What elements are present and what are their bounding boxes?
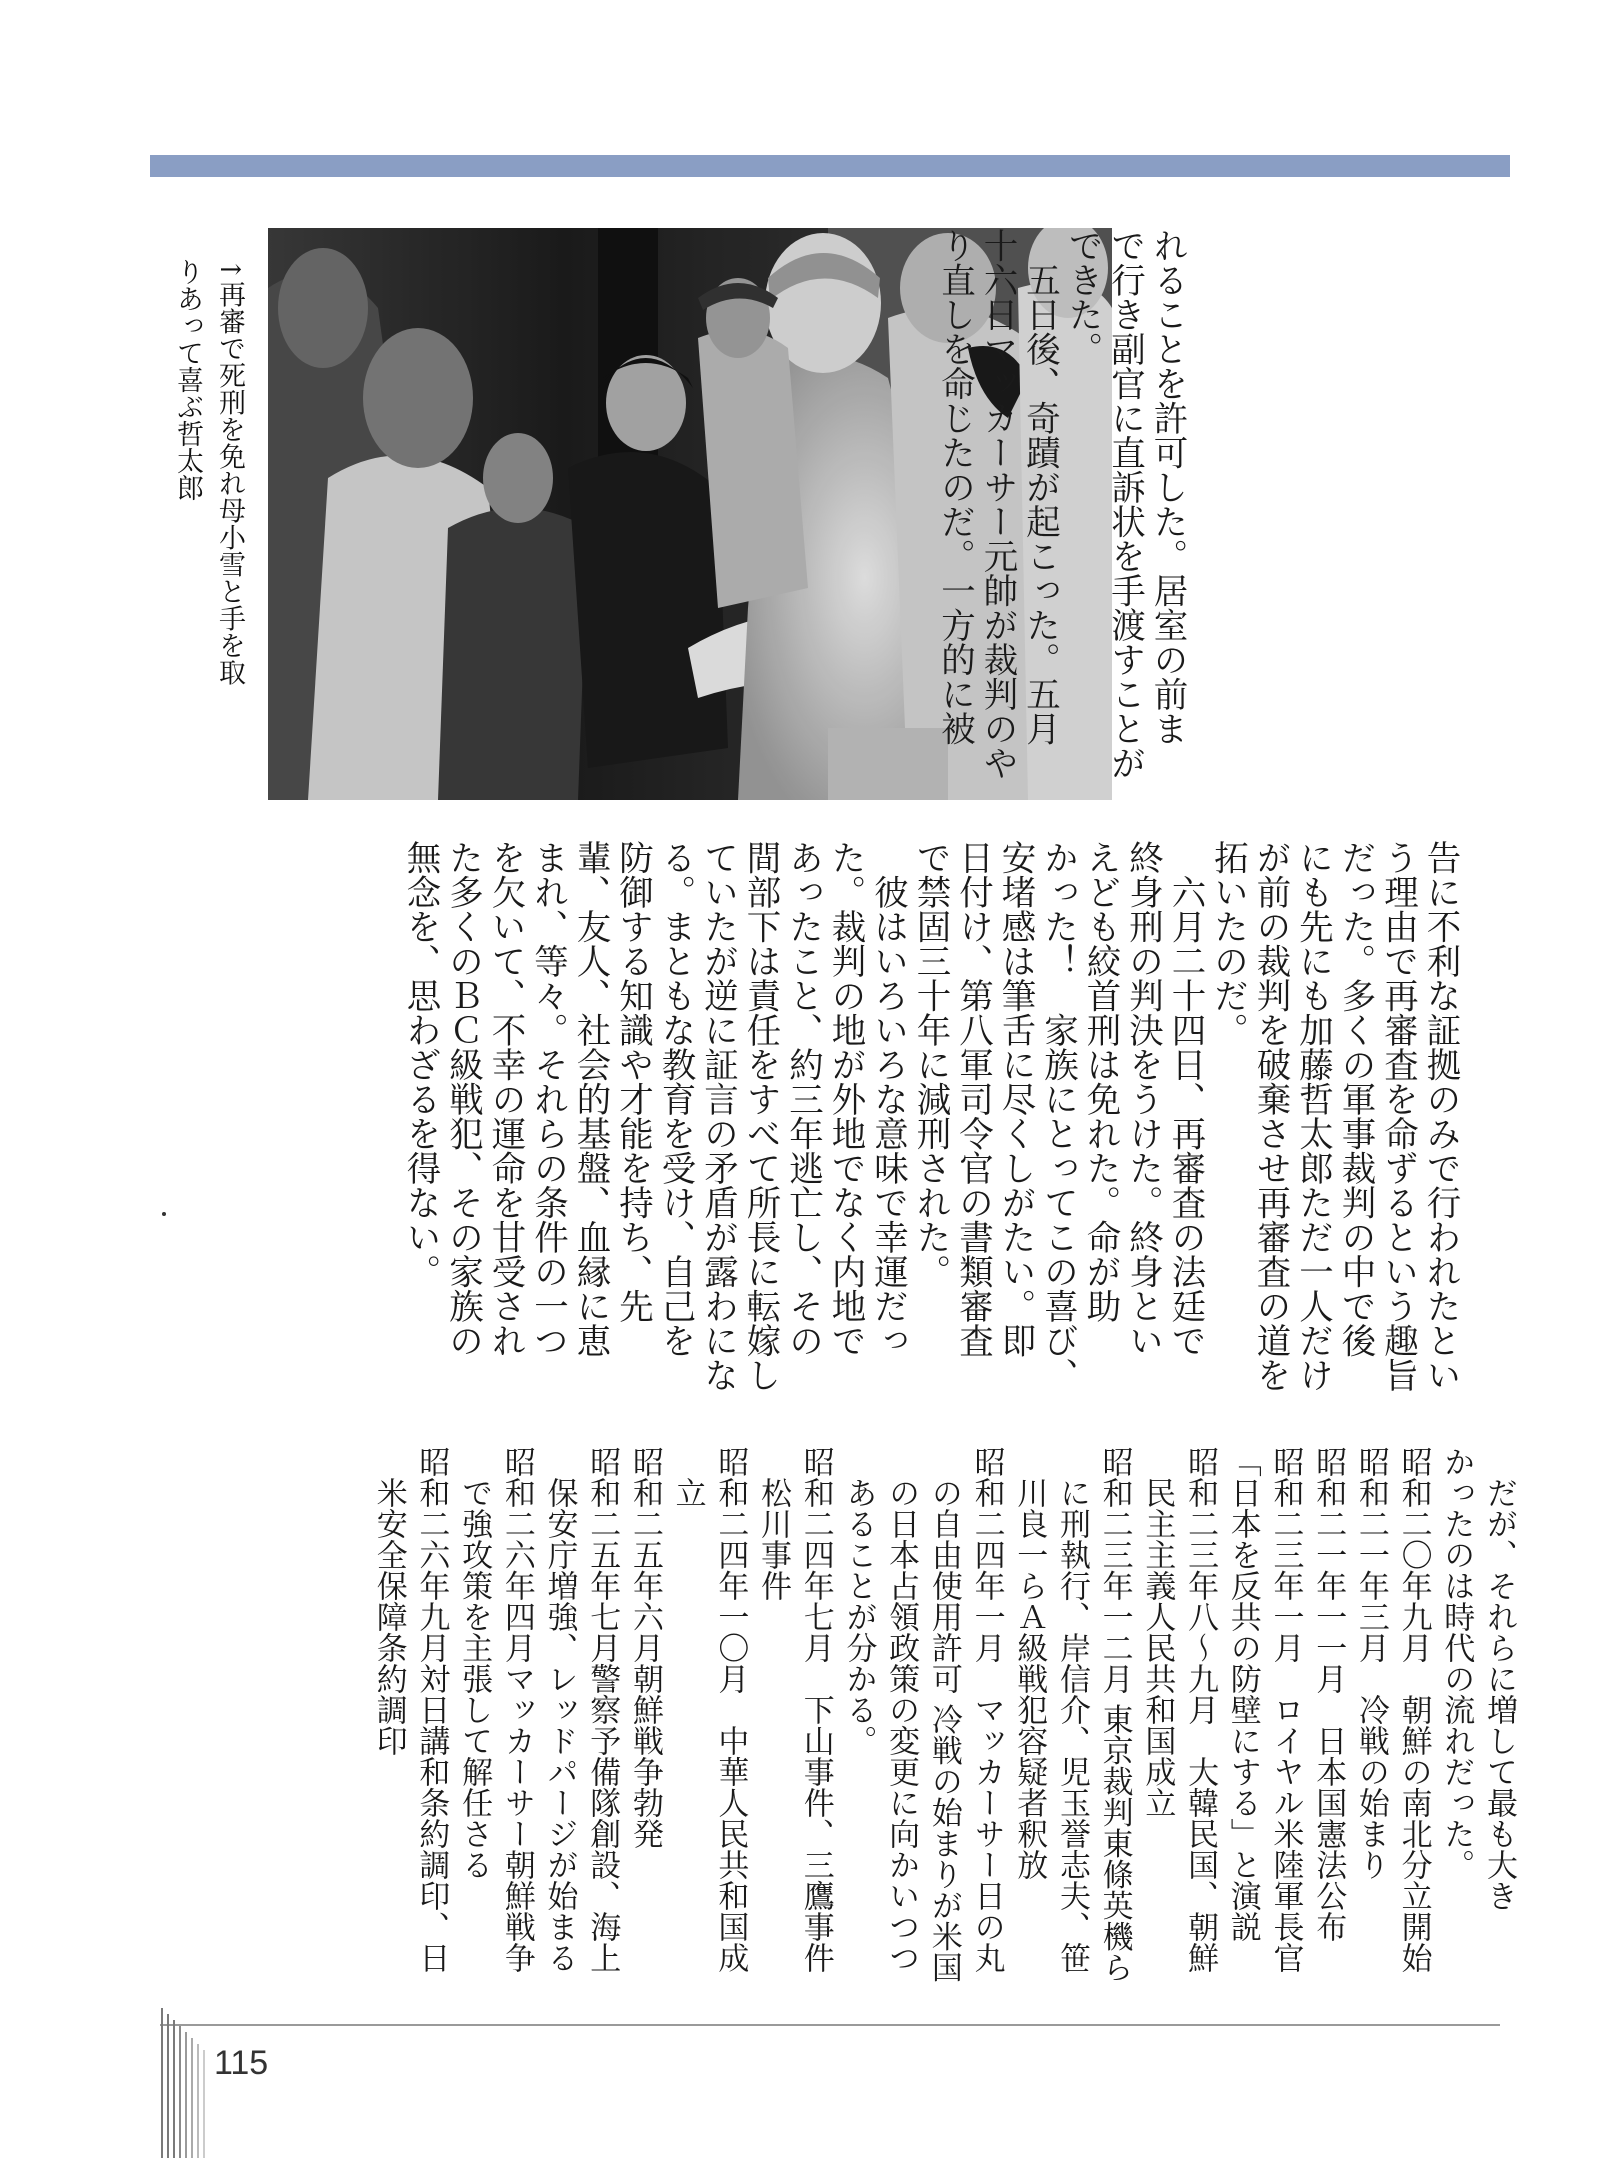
upper-text-line: 五日後、奇蹟が起こった。五月 — [1019, 228, 1060, 746]
lower-text-line: 昭和二五年六月朝鮮戦争勃発 — [626, 1446, 663, 1849]
middle-text-line: 無念を、思わざるを得ない。 — [400, 840, 440, 1289]
caption-line: りあって喜ぶ哲太郎 — [172, 258, 203, 501]
middle-text-line: にも先にも加藤哲太郎ただ一人だけ — [1292, 840, 1333, 1392]
middle-text-line: えども絞首刑は免れた。命が助 — [1080, 840, 1120, 1323]
lower-text-line: で強攻策を主張して解任さる — [456, 1446, 493, 1880]
lower-text-line: 昭和二六年九月対日講和条約調印、日 — [413, 1446, 450, 1973]
lower-text-block — [367, 1446, 1520, 2006]
lower-text-line: 川良一らＡ級戦犯容疑者釈放 — [1011, 1446, 1048, 1880]
lower-text-line: 昭和二四年一〇月 中華人民共和国成 — [712, 1446, 749, 1973]
lower-text-line: 昭和二一年一一月 日本国憲法公布 — [1310, 1446, 1347, 1942]
middle-text-line: 日付け、第八軍司令官の書類審査 — [952, 840, 993, 1358]
lower-text-line: 昭和二三年一月 ロイヤル米陸軍長官 — [1267, 1446, 1304, 1973]
middle-text-line: あったこと、約三年逃亡し、その — [782, 840, 823, 1358]
photo-caption — [166, 258, 250, 686]
header-bar — [150, 155, 1510, 177]
lower-text-line: の日本占領政策の変更に向かいつつ — [883, 1446, 920, 1973]
lower-text-line: 松川事件 — [755, 1446, 792, 1601]
lower-text-line: 米安全保障条約調印 — [370, 1446, 407, 1756]
middle-text-line: まれ、等々。それらの条件の一つ — [527, 840, 568, 1358]
middle-text-line: 安堵感は筆舌に尽くしがたい。即 — [995, 840, 1035, 1358]
lower-text-line: 昭和二六年四月マッカーサー朝鮮戦争 — [498, 1446, 535, 1973]
upper-text-line: 十六日マッカーサー元帥が裁判のや — [977, 228, 1017, 780]
middle-text-line: 防御する知識や才能を持ち、先 — [612, 840, 653, 1323]
lower-text-line: だが、それらに増して最も大き — [1481, 1446, 1517, 1911]
lower-text-line: 昭和二一年三月 冷戦の始まり — [1352, 1446, 1389, 1880]
page-number: 115 — [214, 2044, 269, 2082]
middle-text-line: 間部下は責任をすべて所長に転嫁し — [740, 840, 780, 1392]
middle-text-block — [399, 840, 1462, 1420]
lower-text-line: 昭和二三年一二月 東京裁判東條英機ら — [1096, 1446, 1133, 1983]
middle-text-line: 六月二十四日、再審査の法廷で — [1165, 840, 1205, 1358]
middle-text-line: だった。多くの軍事裁判の中で後 — [1335, 840, 1375, 1358]
middle-text-line: 輩、友人、社会的基盤、血縁に恵 — [570, 840, 610, 1358]
stray-dot — [162, 1212, 166, 1216]
caption-line: ↑再審で死刑を免れ母小雪と手を取 — [214, 258, 245, 686]
lower-text-line: かったのは時代の流れだった。 — [1438, 1446, 1475, 1880]
upper-text-line: れることを許可した。居室の前ま — [1147, 228, 1187, 746]
lower-text-line: 昭和二三年八～九月 大韓民国、朝鮮 — [1182, 1446, 1219, 1973]
middle-text-line: 拓いたのだ。 — [1207, 840, 1248, 1047]
lower-text-line: 昭和二〇年九月 朝鮮の南北分立開始 — [1395, 1446, 1432, 1973]
upper-text-line: できた。 — [1062, 228, 1102, 366]
middle-text-line: る。まともな教育を受け、自己を — [655, 840, 695, 1358]
upper-text-line: で行き副官に直訴状を手渡すことが — [1104, 228, 1145, 780]
lower-text-line: 昭和二四年一月 マッカーサー日の丸 — [968, 1446, 1005, 1973]
lower-text-line: 昭和二四年七月 下山事件、三鷹事件 — [797, 1446, 834, 1973]
middle-text-line: た多くのＢＣ級戦犯、その家族の — [442, 840, 483, 1358]
lower-text-line: 保安庁増強、レッドパージが始まる — [541, 1446, 578, 1973]
upper-text-line: り直しを命じたのだ。一方的に被 — [934, 228, 975, 746]
middle-text-line: う理由で再審査を命ずるという趣旨 — [1377, 840, 1418, 1392]
middle-text-line: 彼はいろいろな意味で幸運だっ — [867, 840, 908, 1358]
middle-text-line: 告に不利な証拠のみで行われたとい — [1420, 840, 1460, 1392]
lower-text-line: 民主主義人民共和国成立 — [1139, 1446, 1176, 1818]
upper-text-block — [933, 228, 1188, 808]
footer-rule — [160, 2024, 1500, 2026]
middle-text-line: ていたが逆に証言の矛盾が露わにな — [697, 840, 738, 1392]
lower-text-line: に刑執行、岸信介、児玉誉志夫、笹 — [1053, 1446, 1090, 1973]
middle-text-line: で禁固三十年に減刑された。 — [910, 840, 950, 1289]
lower-text-line: の自由使用許可 冷戦の始まりが米国 — [925, 1446, 962, 1983]
middle-text-line: 終身刑の判決をうけた。終身とい — [1122, 840, 1163, 1358]
middle-text-line: た。裁判の地が外地でなく内地で — [825, 840, 865, 1358]
lower-text-line: あることが分かる。 — [840, 1446, 877, 1756]
lower-text-line: 立 — [669, 1446, 706, 1508]
lower-text-line: 昭和二五年七月警察予備隊創設、海上 — [584, 1446, 621, 1973]
footer-tick-marks — [161, 2008, 207, 2158]
middle-text-line: が前の裁判を破棄させ再審査の道を — [1250, 840, 1290, 1392]
lower-text-line: 「日本を反共の防壁にする」と演説 — [1224, 1446, 1261, 1942]
middle-text-line: かった！ 家族にとってこの喜び、 — [1037, 840, 1078, 1392]
middle-text-line: を欠いて、不幸の運命を甘受され — [485, 840, 525, 1358]
